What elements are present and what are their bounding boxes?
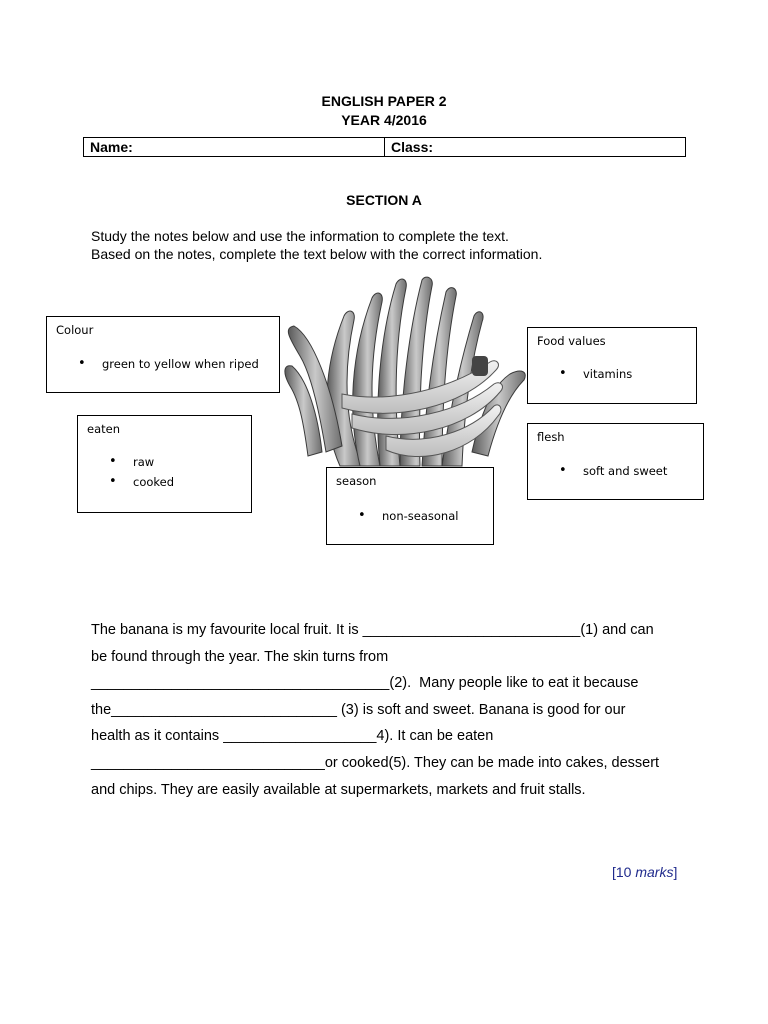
note-box-eaten [77,415,252,513]
note-item: • green to yellow when riped [78,354,259,374]
paper-year: YEAR 4/2016 [341,112,427,128]
note-heading-food-values: Food values [537,334,606,348]
marks-word: marks [635,864,674,880]
note-list-colour [78,354,259,374]
note-box-colour [46,316,280,393]
note-item: • raw [109,452,174,472]
name-field[interactable]: Name: [84,138,385,156]
passage-line-7: and chips. They are easily available at supermarkets, markets and fruit stalls. [91,781,586,798]
note-item: • vitamins [559,364,632,384]
instruction-line-1: Study the notes below and use the information to complete the text. [91,228,509,244]
note-box-season [326,467,494,545]
passage-line-4: the____________________________ (3) is soft and sweet. Banana is good for our [91,701,626,718]
passage-line-2: be found through the year. The skin turns from [91,648,389,665]
note-list-food-values [559,364,632,384]
note-item: • soft and sweet [559,461,667,481]
marks-label [612,864,677,880]
note-list-eaten [109,452,174,492]
passage-line-3: _____________________________________(2). Many people like to eat it because [91,675,639,692]
cloze-passage [91,617,691,803]
note-box-flesh [527,423,704,500]
instruction-line-2: Based on the notes, complete the text below with the correct information. [91,246,543,262]
note-heading-colour: Colour [56,323,94,337]
paper-title: ENGLISH PAPER 2 [321,93,447,109]
note-item: • non-seasonal [358,506,458,526]
class-field[interactable]: Class: [391,139,434,155]
passage-line-6: _____________________________or cooked(5). They can be made into cakes, dessert [91,754,660,771]
note-heading-season: season [336,474,377,488]
note-heading-eaten: eaten [87,422,120,436]
note-list-season [358,506,458,526]
passage-line-1: The banana is my favourite local fruit. It is ___________________________(1) and can [91,622,654,638]
marks-close: ] [673,864,678,880]
note-list-flesh [559,461,667,481]
marks-open: [10 [612,864,636,880]
note-heading-flesh: flesh [537,430,565,444]
banana-bunch-illustration [282,276,528,470]
passage-line-5: health as it contains ___________________4). It can be eaten [91,728,494,745]
section-title: SECTION A [346,192,422,208]
name-class-table [83,137,686,157]
note-item: • cooked [109,472,174,492]
note-box-food-values [527,327,697,404]
